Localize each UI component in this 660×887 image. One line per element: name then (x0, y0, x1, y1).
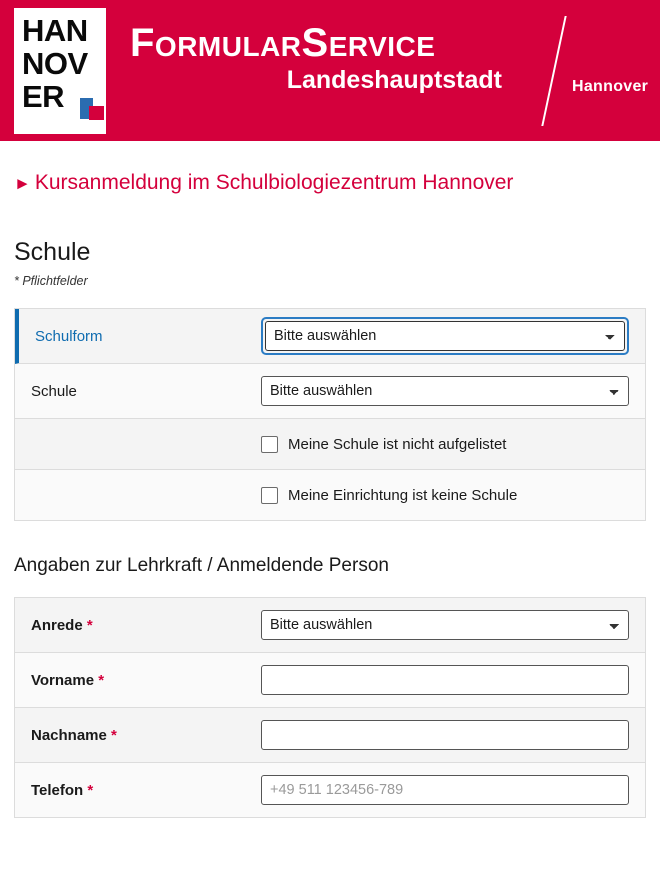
label-vorname-text: Vorname (31, 671, 95, 689)
form-row-nachname (15, 708, 645, 763)
form-row-anrede (15, 598, 645, 653)
section-title-schule: Schule (14, 238, 91, 266)
field-telefon (261, 775, 645, 805)
checkbox-keine-schule-icon[interactable] (261, 487, 278, 504)
label-schule: Schule (31, 382, 77, 400)
form-title-link[interactable] (14, 171, 646, 196)
label-nachname (15, 727, 261, 744)
label-anrede (15, 617, 261, 634)
banner-divider (541, 16, 566, 126)
label-telefon-required: * (87, 781, 94, 799)
banner-text-block (130, 22, 530, 94)
telefon-input[interactable] (261, 775, 629, 805)
section-title-lehrkraft: Angaben zur Lehrkraft / Anmeldende Person (14, 555, 389, 576)
triangle-right-icon: ► (14, 174, 31, 193)
label-nachname-required: * (111, 726, 117, 744)
banner-subtitle: Landeshauptstadt (286, 66, 502, 94)
school-form-table (14, 308, 646, 521)
form-row-vorname (15, 653, 645, 708)
form-row-schule (15, 364, 645, 419)
label-telefon-text: Telefon (31, 781, 84, 799)
form-row-keine-schule[interactable] (15, 470, 645, 521)
form-row-schulform (15, 309, 645, 364)
label-anrede-required: * (86, 616, 93, 634)
form-row-telefon (15, 763, 645, 818)
anrede-select[interactable] (261, 610, 629, 640)
label-schulform: Schulform (35, 327, 103, 345)
label-vorname (15, 672, 261, 689)
checkbox-keine-schule-label[interactable]: Meine Einrichtung ist keine Schule (288, 486, 518, 504)
label-nachname-text: Nachname (31, 726, 107, 744)
schule-select[interactable] (261, 376, 629, 406)
vorname-input[interactable] (261, 665, 629, 695)
required-fields-note: * Pflichtfelder (14, 274, 88, 288)
logo-line-1: HAN (22, 13, 88, 48)
checkbox-schule-nicht-aufgelistet-label[interactable]: Meine Schule ist nicht aufgelistet (288, 435, 507, 453)
hannover-logo (14, 8, 106, 134)
checkbox-schule-nicht-aufgelistet-icon[interactable] (261, 436, 278, 453)
label-anrede-text: Anrede (31, 616, 83, 634)
logo-line-3: ER (22, 79, 65, 114)
field-schule (261, 376, 645, 406)
banner-title: FormularService (130, 21, 436, 65)
label-vorname-required: * (98, 671, 105, 689)
field-schulform (261, 317, 645, 355)
field-anrede (261, 610, 645, 640)
schulform-focus-ring (261, 317, 629, 355)
form-title-link-label[interactable]: Kursanmeldung im Schulbiologiezentrum Hannover (34, 171, 514, 194)
logo-line-2: NOV (22, 46, 88, 81)
form-row-schule-nicht-aufgelistet[interactable] (15, 419, 645, 470)
logo-square-mark (80, 98, 104, 120)
field-vorname (261, 665, 645, 695)
teacher-form-table (14, 597, 646, 818)
schulform-select[interactable] (265, 321, 625, 351)
logo-square-red (89, 106, 104, 120)
nachname-input[interactable] (261, 720, 629, 750)
page-header-banner (0, 0, 660, 141)
label-telefon (15, 782, 261, 799)
page-content (0, 171, 660, 818)
field-nachname (261, 720, 645, 750)
banner-city-label: Hannover (572, 78, 649, 95)
